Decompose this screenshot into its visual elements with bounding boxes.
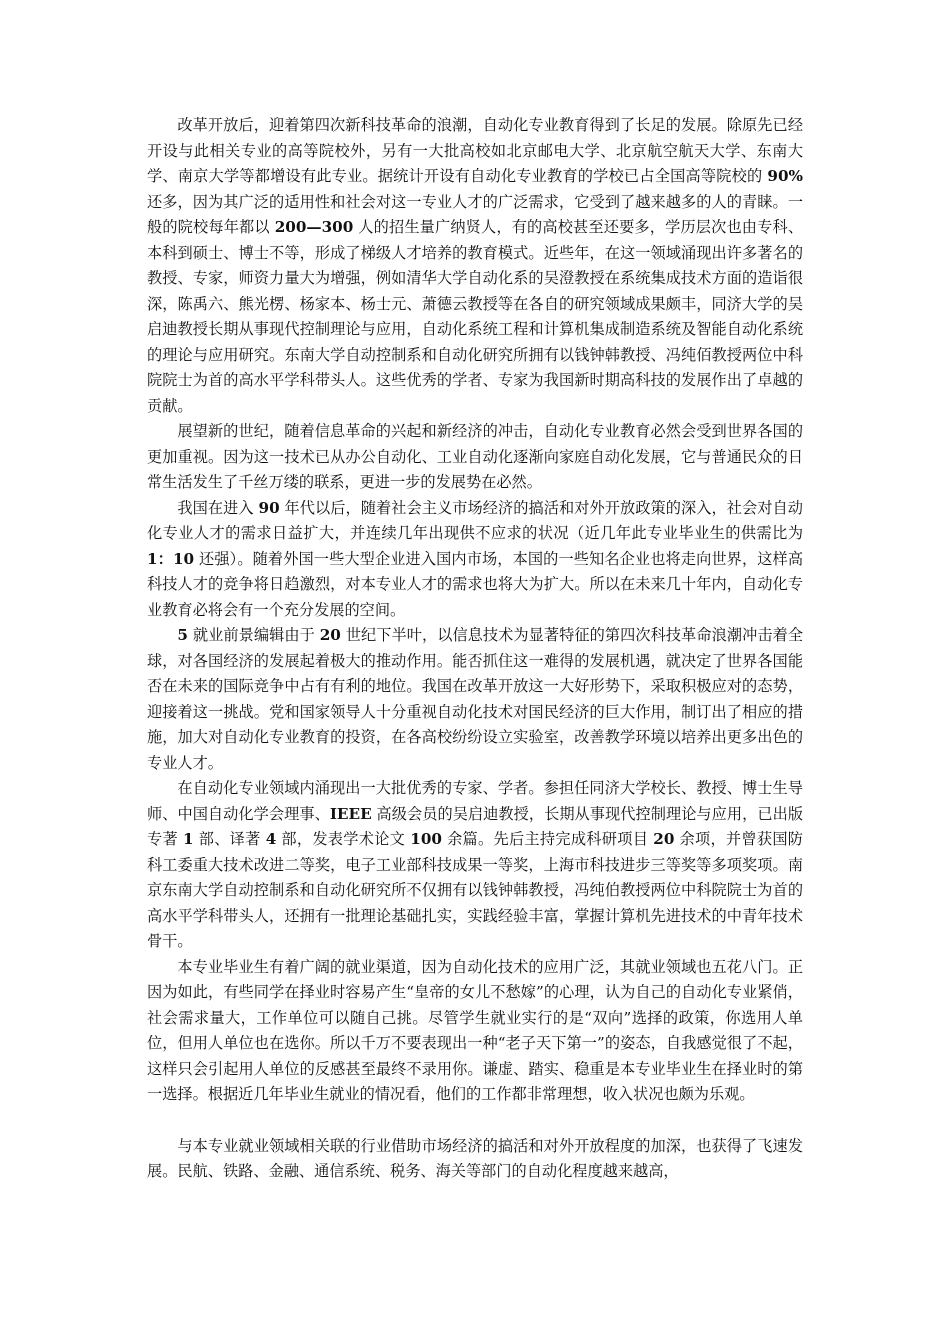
bold-text: 200—300 [274, 218, 354, 236]
bold-text: IEEE [329, 804, 372, 823]
bold-text: 90% [767, 167, 803, 185]
text-run: 本专业毕业生有着广阔的就业渠道，因为自动化技术的应用广泛，其就业领域也五花八门。正因为如此，有些同学在择业时容易产生“皇帝的女儿不愁嫁”的心理，认为自己的自动化专业紧俏，社会需求量大，工作单位可以随自己挑。尽管学生就业实行的是“双向”选择的政策，你选用人单位，但用人单位也在选你。所以千万不要表现出一种“老子天下第一”的姿态，自我感觉很了不起，这样只会引起用人单位的反感甚至最终不录用你。谦虚、踏实、稳重是本专业毕业生在择业时的第一选择。根据近几年毕业生就业的情况看，他们的工作都非常理想，收入状况也颇为乐观。 [147, 957, 803, 1103]
bold-text: 100 [410, 830, 442, 848]
text-run: 世纪下半叶，以信息技术为显著特征的第四次科技革命浪潮冲击着全球，对各国经济的发展起着极大的推动作用。能否抓住这一难得的发展机遇，就决定了世界各国能否在未来的国际竞争中占有有利的地位。我国在改革开放这一大好形势下，采取积极应对的态势，迎接着这一挑战。党和国家领导人十分重视自动化技术对国民经济的巨大作用，制订出了相应的措施，加大对自动化专业教育的投资，在各高校纷纷设立实验室，改善教学环境以培养出更多出色的专业人才。 [147, 626, 804, 772]
paragraph [147, 623, 803, 776]
bold-text: 5 [177, 626, 188, 644]
text-run: 部，发表学术论文 [276, 830, 411, 848]
text-run: 在自动化专业领域内涌现出一大批优秀的专家、学者。参担任同济大学校长、教授、博士生导师、中国自动化学会理事、 [147, 779, 803, 823]
bold-text: 20 [653, 830, 675, 848]
bold-text: 1 [183, 830, 194, 848]
text-run: 部、译著 [193, 830, 266, 848]
text-run: 就业前景编辑由于 [187, 626, 320, 644]
bold-text: 1：10 [147, 549, 195, 568]
text-run: 高级会员的吴启迪教授，长期从事现代控制理论与应用，已出版专著 [147, 804, 804, 848]
text-run: 年代以后，随着社会主义市场经济的搞活和对外开放政策的深入，社会对自动化专业人才的需求日益扩大，并连续几年出现供不应求的状况（近几年此专业毕业生的供需比为 [147, 498, 803, 542]
text-run: 展望新的世纪，随着信息革命的兴起和新经济的冲击，自动化专业教育必然会受到世界各国的更加重视。因为这一技术已从办公自动化、工业自动化逐渐向家庭自动化发展，它与普通民众的日常生活发生了千丝万缕的联系，更进一步的发展势在必然。 [147, 422, 803, 491]
paragraph [147, 1134, 803, 1185]
paragraph [147, 776, 803, 955]
bold-text: 20 [319, 626, 341, 644]
bold-text: 4 [265, 830, 277, 848]
text-run: 我国在进入 [177, 498, 259, 517]
paragraph [147, 496, 803, 624]
paragraph [147, 419, 803, 496]
text-run: 还强）。随着外国一些大型企业进入国内市场，本国的一些知名企业也将走向世界，这样高科技人才的竞争将日趋激烈，对本专业人才的需求也将大为扩大。所以在未来几十年内，自动化专业教育必将会有一个充分发展的空间。 [147, 549, 804, 619]
text-run: 与本专业就业领域相关联的行业借助市场经济的搞活和对外开放程度的加深，也获得了飞速发展。民航、铁路、金融、通信系统、税务、海关等部门的自动化程度越来越高， [147, 1136, 803, 1180]
bold-text: 90 [258, 498, 280, 517]
text-run: 改革开放后，迎着第四次新科技革命的浪潮，自动化专业教育得到了长足的发展。除原先已经开设与此相关专业的高等院校外，另有一大批高校如北京邮电大学、北京航空航天大学、东南大学、南京大学等都增设有此专业。据统计开设有自动化专业教育的学校已占全国高等院校的 [147, 116, 803, 185]
paragraph [147, 955, 803, 1108]
text-run: 余篇。先后主持完成科研项目 [441, 830, 654, 848]
text-run: 余项，并曾获国防科工委重大技术改进二等奖，电子工业部科技成果一等奖，上海市科技进步三等奖等多项奖项。南京东南大学自动控制系和自动化研究所不仅拥有以钱钟韩教授，冯纯伯教授两位中科院院士为首的高水平学科带头人，还拥有一批理论基础扎实，实践经验丰富，掌握计算机先进技术的中青年技术骨干。 [147, 830, 803, 950]
document-body [147, 113, 803, 1185]
text-run: 还多，因为其广泛的适用性和社会对这一专业人才的广泛需求，它受到了越来越多的人的青睐。一般的院校每年都以 [147, 192, 803, 236]
paragraph [147, 113, 803, 419]
paragraph-spacer [147, 1108, 803, 1134]
text-run: 人的招生量广纳贤人，有的高校甚至还要多，学历层次也由专科、本科到硕士、博士不等，形成了梯级人才培养的教育模式。近些年，在这一领域涌现出许多著名的教授、专家，师资力量大为增强，例如清华大学自动化系的吴澄教授在系统集成技术方面的造诣很深，陈禹六、熊光楞、杨家本、杨士元、萧德云教授等在各自的研究领域成果颇丰，同济大学的吴启迪教授长期从事现代控制理论与应用，自动化系统工程和计算机集成制造系统及智能自动化系统的理论与应用研究。东南大学自动控制系和自动化研究所拥有以钱钟韩教授、冯纯佰教授两位中科院院士为首的高水平学科带头人。这些优秀的学者、专家为我国新时期高科技的发展作出了卓越的贡献。 [147, 218, 804, 415]
